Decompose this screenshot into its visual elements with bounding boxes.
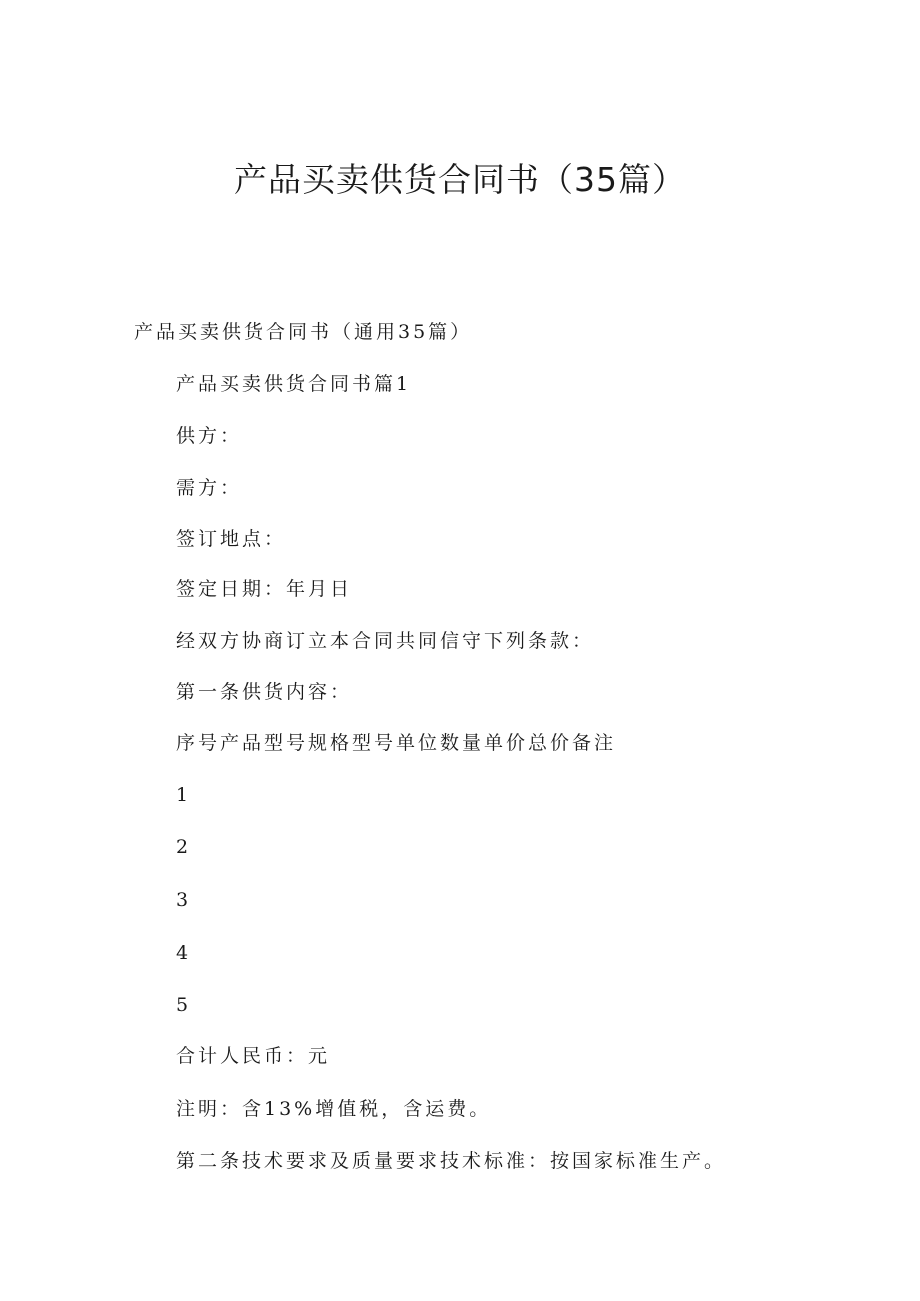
signing-place-field: 签订地点： xyxy=(176,528,287,550)
table-row-number: 4 xyxy=(176,942,192,964)
total-amount-line: 合计人民币：元 xyxy=(176,1045,331,1067)
clause-1-heading: 第一条供货内容： xyxy=(176,681,353,703)
document-title: 产品买卖供货合同书（35篇） xyxy=(234,160,686,199)
document-subtitle: 产品买卖供货合同书（通用35篇） xyxy=(134,321,473,343)
clause-2-line: 第二条技术要求及质量要求技术标准：按国家标准生产。 xyxy=(176,1150,727,1172)
signing-date-field: 签定日期：年月日 xyxy=(176,578,353,600)
supplier-field: 供方： xyxy=(176,425,243,447)
table-row-number: 1 xyxy=(176,784,192,806)
note-line: 注明：含13%增值税，含运费。 xyxy=(176,1098,492,1120)
section-heading: 产品买卖供货合同书篇1 xyxy=(176,373,412,395)
table-row-number: 2 xyxy=(176,836,192,858)
buyer-field: 需方： xyxy=(176,477,243,499)
table-row-number: 3 xyxy=(176,889,192,911)
table-header-line: 序号产品型号规格型号单位数量单价总价备注 xyxy=(176,732,617,754)
table-row-number: 5 xyxy=(176,994,192,1016)
agreement-intro: 经双方协商订立本合同共同信守下列条款： xyxy=(176,630,595,652)
